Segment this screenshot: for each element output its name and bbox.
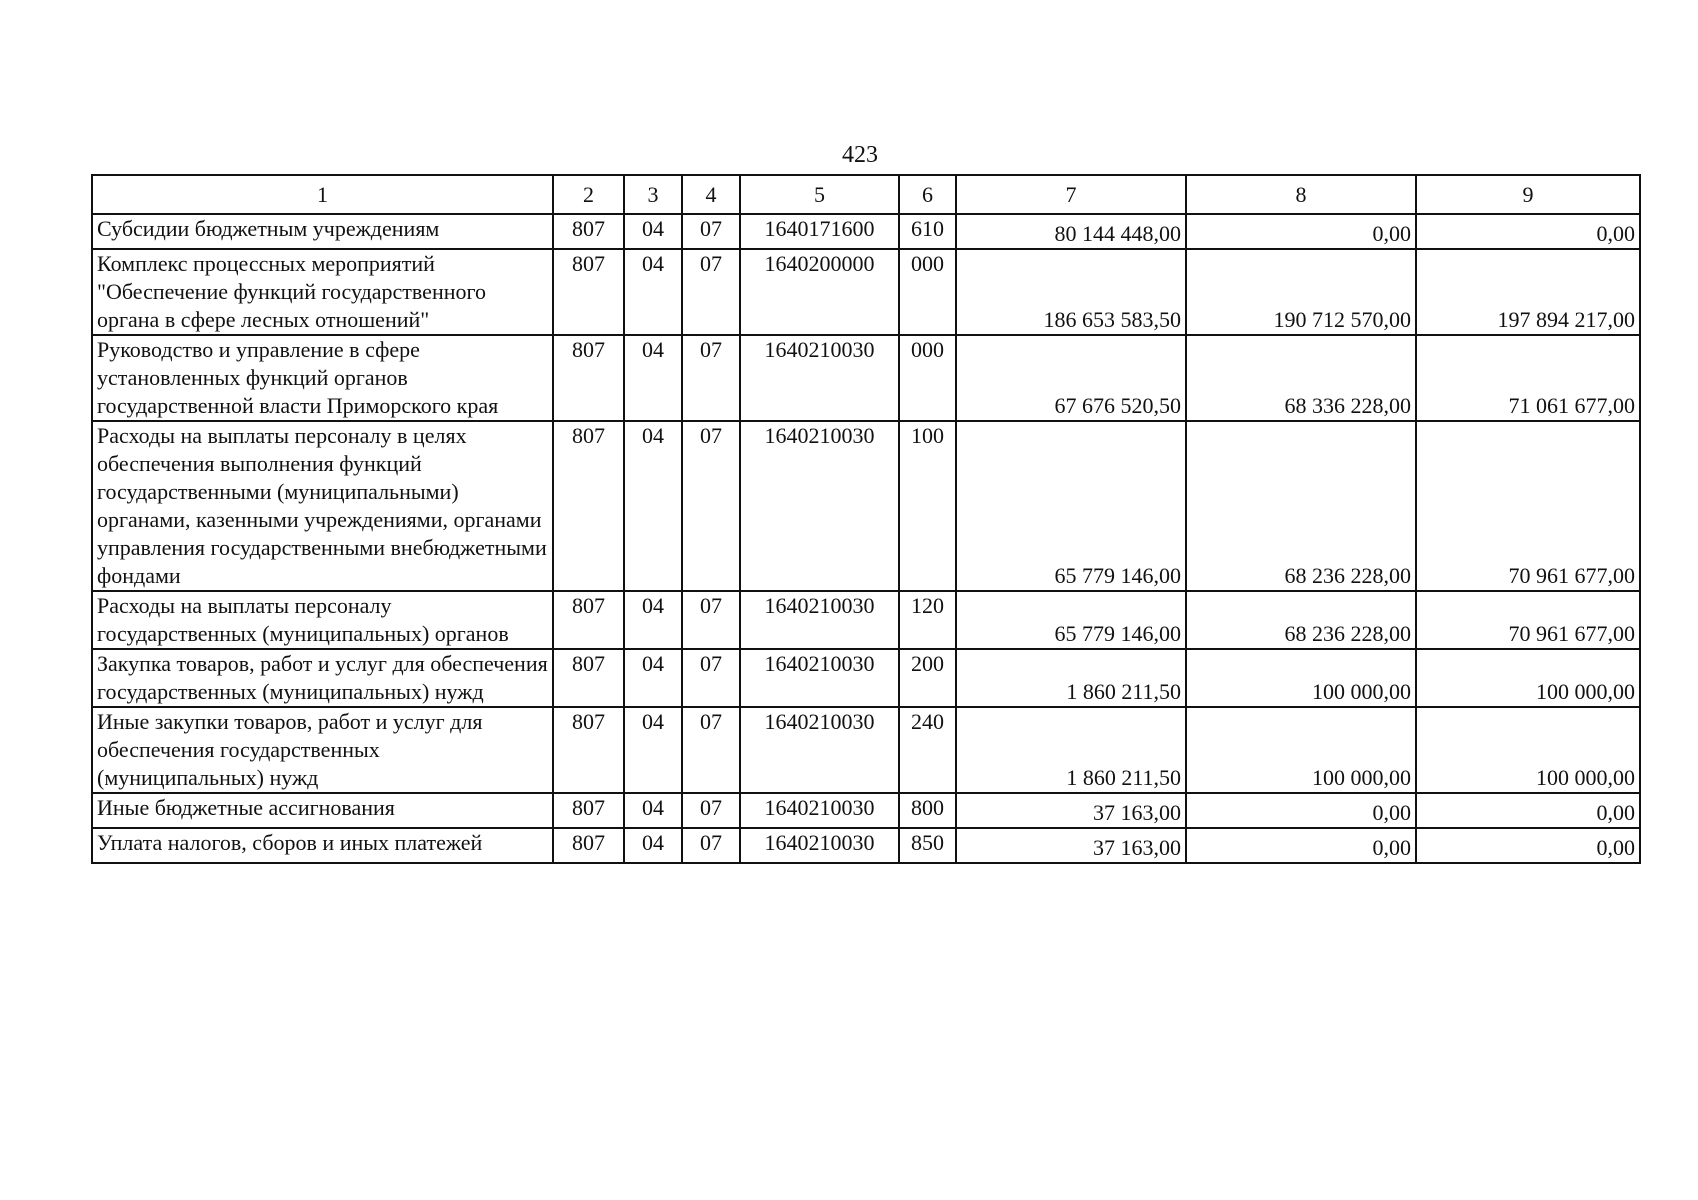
amount-cell: 100 000,00 <box>1416 649 1640 707</box>
amount-cell: 190 712 570,00 <box>1186 249 1416 335</box>
row-name: Субсидии бюджетным учреждениям <box>92 214 553 249</box>
amount-cell: 68 336 228,00 <box>1186 335 1416 421</box>
code-cell: 04 <box>624 335 682 421</box>
amount-cell: 70 961 677,00 <box>1416 591 1640 649</box>
amount-cell: 67 676 520,50 <box>956 335 1186 421</box>
code-cell: 120 <box>899 591 956 649</box>
table-row <box>92 649 1640 707</box>
row-name: Иные бюджетные ассигнования <box>92 793 553 828</box>
code-cell: 07 <box>682 649 740 707</box>
code-cell: 807 <box>553 421 624 591</box>
code-cell: 1640200000 <box>740 249 899 335</box>
amount-cell: 0,00 <box>1416 214 1640 249</box>
code-cell: 000 <box>899 335 956 421</box>
code-cell: 04 <box>624 707 682 793</box>
table-row <box>92 828 1640 863</box>
column-header: 6 <box>899 175 956 214</box>
amount-cell: 65 779 146,00 <box>956 591 1186 649</box>
code-cell: 807 <box>553 214 624 249</box>
row-name: Иные закупки товаров, работ и услуг для обеспечения государственных (муниципальных) нужд <box>92 707 553 793</box>
code-cell: 04 <box>624 649 682 707</box>
table-row <box>92 335 1640 421</box>
code-cell: 04 <box>624 249 682 335</box>
table-row <box>92 591 1640 649</box>
amount-cell: 80 144 448,00 <box>956 214 1186 249</box>
amount-cell: 0,00 <box>1416 828 1640 863</box>
amount-cell: 37 163,00 <box>956 793 1186 828</box>
code-cell: 1640210030 <box>740 707 899 793</box>
code-cell: 807 <box>553 707 624 793</box>
code-cell: 04 <box>624 214 682 249</box>
code-cell: 04 <box>624 421 682 591</box>
amount-cell: 68 236 228,00 <box>1186 421 1416 591</box>
column-header: 1 <box>92 175 553 214</box>
table-row <box>92 249 1640 335</box>
code-cell: 800 <box>899 793 956 828</box>
code-cell: 04 <box>624 793 682 828</box>
table-row <box>92 421 1640 591</box>
amount-cell: 1 860 211,50 <box>956 707 1186 793</box>
table-row <box>92 707 1640 793</box>
amount-cell: 0,00 <box>1186 793 1416 828</box>
amount-cell: 0,00 <box>1416 793 1640 828</box>
amount-cell: 197 894 217,00 <box>1416 249 1640 335</box>
table-header-row <box>92 175 1640 214</box>
code-cell: 100 <box>899 421 956 591</box>
code-cell: 1640210030 <box>740 793 899 828</box>
page-number: 423 <box>842 142 878 168</box>
column-header: 9 <box>1416 175 1640 214</box>
code-cell: 07 <box>682 793 740 828</box>
code-cell: 850 <box>899 828 956 863</box>
row-name: Уплата налогов, сборов и иных платежей <box>92 828 553 863</box>
code-cell: 07 <box>682 249 740 335</box>
amount-cell: 70 961 677,00 <box>1416 421 1640 591</box>
code-cell: 807 <box>553 591 624 649</box>
column-header: 8 <box>1186 175 1416 214</box>
amount-cell: 100 000,00 <box>1186 649 1416 707</box>
code-cell: 07 <box>682 335 740 421</box>
column-header: 5 <box>740 175 899 214</box>
code-cell: 807 <box>553 793 624 828</box>
row-name: Комплекс процессных мероприятий "Обеспечение функций государственного органа в сфере лесных отношений" <box>92 249 553 335</box>
row-name: Закупка товаров, работ и услуг для обеспечения государственных (муниципальных) нужд <box>92 649 553 707</box>
code-cell: 807 <box>553 335 624 421</box>
column-header: 4 <box>682 175 740 214</box>
code-cell: 04 <box>624 828 682 863</box>
code-cell: 1640210030 <box>740 649 899 707</box>
amount-cell: 37 163,00 <box>956 828 1186 863</box>
code-cell: 807 <box>553 828 624 863</box>
table-row <box>92 793 1640 828</box>
row-name: Расходы на выплаты персоналу государственных (муниципальных) органов <box>92 591 553 649</box>
code-cell: 07 <box>682 828 740 863</box>
amount-cell: 1 860 211,50 <box>956 649 1186 707</box>
code-cell: 07 <box>682 214 740 249</box>
code-cell: 807 <box>553 649 624 707</box>
amount-cell: 68 236 228,00 <box>1186 591 1416 649</box>
column-header: 3 <box>624 175 682 214</box>
code-cell: 1640171600 <box>740 214 899 249</box>
amount-cell: 100 000,00 <box>1416 707 1640 793</box>
amount-cell: 100 000,00 <box>1186 707 1416 793</box>
code-cell: 200 <box>899 649 956 707</box>
code-cell: 1640210030 <box>740 591 899 649</box>
code-cell: 1640210030 <box>740 828 899 863</box>
code-cell: 1640210030 <box>740 421 899 591</box>
code-cell: 000 <box>899 249 956 335</box>
code-cell: 1640210030 <box>740 335 899 421</box>
code-cell: 07 <box>682 591 740 649</box>
amount-cell: 0,00 <box>1186 828 1416 863</box>
code-cell: 240 <box>899 707 956 793</box>
row-name: Руководство и управление в сфере установленных функций органов государственной власти Приморского края <box>92 335 553 421</box>
row-name: Расходы на выплаты персоналу в целях обеспечения выполнения функций государственными (муниципальными) органами, казенными учреждениями, органами управления государственными внебюджетными фондами <box>92 421 553 591</box>
amount-cell: 71 061 677,00 <box>1416 335 1640 421</box>
budget-table <box>91 174 1641 864</box>
code-cell: 07 <box>682 421 740 591</box>
column-header: 2 <box>553 175 624 214</box>
code-cell: 807 <box>553 249 624 335</box>
code-cell: 04 <box>624 591 682 649</box>
amount-cell: 65 779 146,00 <box>956 421 1186 591</box>
code-cell: 610 <box>899 214 956 249</box>
amount-cell: 0,00 <box>1186 214 1416 249</box>
amount-cell: 186 653 583,50 <box>956 249 1186 335</box>
column-header: 7 <box>956 175 1186 214</box>
table-row <box>92 214 1640 249</box>
code-cell: 07 <box>682 707 740 793</box>
